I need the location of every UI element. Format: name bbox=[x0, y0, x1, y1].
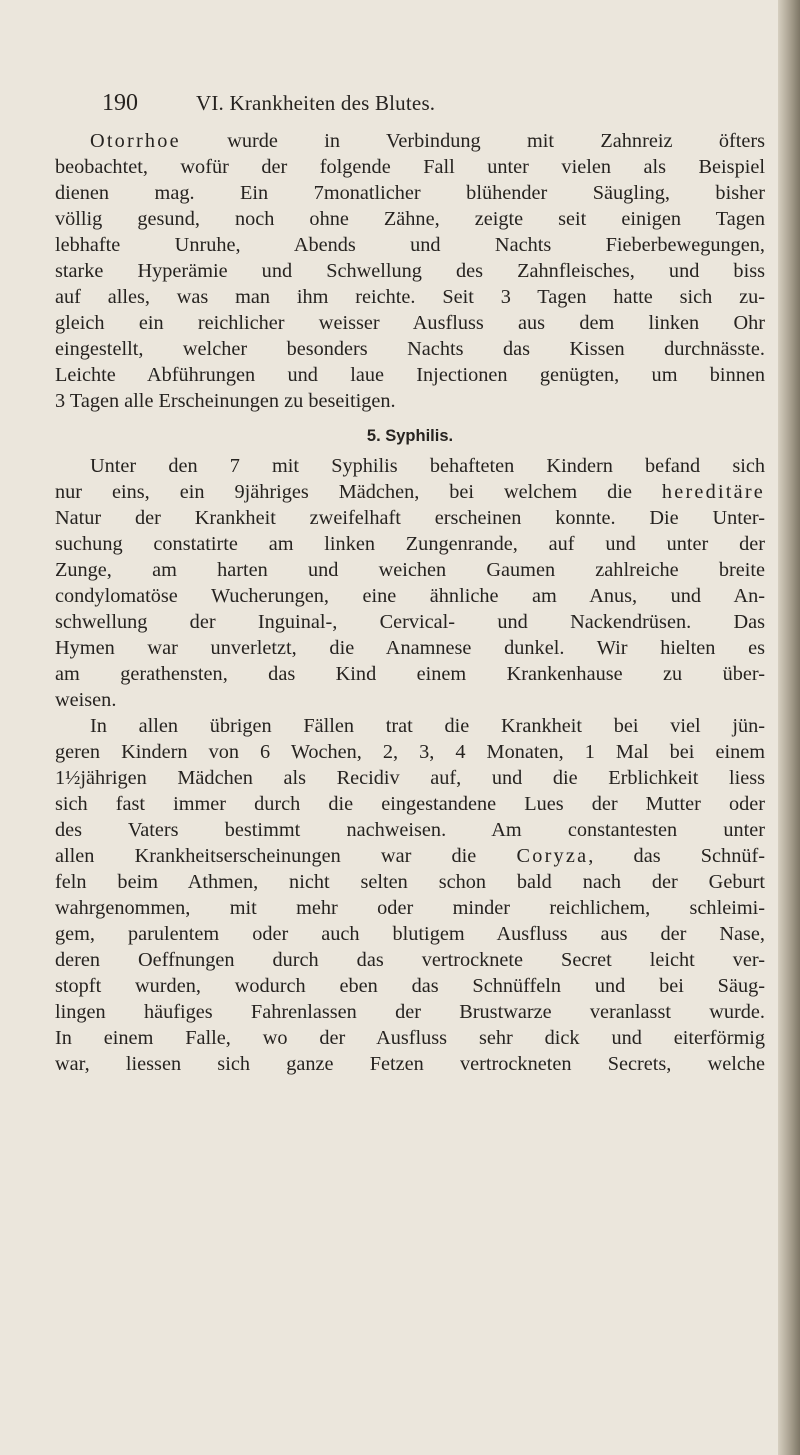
paragraph-1-line: 3 Tagen alle Erscheinungen zu beseitigen. bbox=[55, 390, 396, 412]
paragraph-3-line: allen Krankheitserscheinungen war die Coryza, das Schnüf- bbox=[55, 845, 765, 867]
paragraph-3-line: wahrgenommen, mit mehr oder minder reichlichem, schleimi- bbox=[55, 897, 765, 919]
page-number: 190 bbox=[102, 90, 138, 116]
paragraph-3-line: In einem Falle, wo der Ausfluss sehr dick und eiterförmig bbox=[55, 1027, 765, 1049]
paragraph-3-line: stopft wurden, wodurch eben das Schnüffeln und bei Säug- bbox=[55, 975, 765, 997]
paragraph-3-line: deren Oeffnungen durch das vertrocknete Secret leicht ver- bbox=[55, 949, 765, 971]
paragraph-3-line: feln beim Athmen, nicht selten schon bald nach der Geburt bbox=[55, 871, 765, 893]
paragraph-3-line: sich fast immer durch die eingestandene Lues der Mutter oder bbox=[55, 793, 765, 815]
paragraph-2-line: schwellung der Inguinal-, Cervical- und Nackendrüsen. Das bbox=[55, 611, 765, 633]
paragraph-2-line: nur eins, ein 9jähriges Mädchen, bei welchem die hereditäre bbox=[55, 481, 765, 503]
paragraph-1-line: Otorrhoe wurde in Verbindung mit Zahnreiz öfters bbox=[90, 130, 765, 152]
paragraph-1-line: gleich ein reichlicher weisser Ausfluss aus dem linken Ohr bbox=[55, 312, 765, 334]
paragraph-3-line: gem, parulentem oder auch blutigem Ausfluss aus der Nase, bbox=[55, 923, 765, 945]
emphasized-term: Coryza bbox=[516, 845, 589, 867]
emphasized-term: hereditäre bbox=[661, 481, 765, 503]
paragraph-1-line: beobachtet, wofür der folgende Fall unter vielen als Beispiel bbox=[55, 156, 765, 178]
paragraph-2-line: condylomatöse Wucherungen, eine ähnliche am Anus, und An- bbox=[55, 585, 765, 607]
paragraph-2-line: weisen. bbox=[55, 689, 117, 711]
paragraph-1-line: auf alles, was man ihm reichte. Seit 3 Tagen hatte sich zu- bbox=[55, 286, 765, 308]
paragraph-3-line: 1½jährigen Mädchen als Recidiv auf, und die Erblichkeit liess bbox=[55, 767, 765, 789]
paragraph-2-line: Zunge, am harten und weichen Gaumen zahlreiche breite bbox=[55, 559, 765, 581]
paragraph-1-line: völlig gesund, noch ohne Zähne, zeigte seit einigen Tagen bbox=[55, 208, 765, 230]
paragraph-2-line: Hymen war unverletzt, die Anamnese dunkel. Wir hielten es bbox=[55, 637, 765, 659]
paragraph-1-line: Leichte Abführungen und laue Injectionen genügten, um binnen bbox=[55, 364, 765, 386]
paragraph-2-line: Natur der Krankheit zweifelhaft erscheinen konnte. Die Unter- bbox=[55, 507, 765, 529]
paragraph-2-line: Unter den 7 mit Syphilis behafteten Kindern befand sich bbox=[90, 455, 765, 477]
paragraph-2-line: am gerathensten, das Kind einem Krankenhause zu über- bbox=[55, 663, 765, 685]
paragraph-1-line: starke Hyperämie und Schwellung des Zahnfleisches, und biss bbox=[55, 260, 765, 282]
emphasized-term: Otorrhoe bbox=[90, 130, 181, 152]
page-header bbox=[102, 88, 722, 118]
paragraph-3-line: des Vaters bestimmt nachweisen. Am constantesten unter bbox=[55, 819, 765, 841]
paragraph-1-line: dienen mag. Ein 7monatlicher blühender Säugling, bisher bbox=[55, 182, 765, 204]
paragraph-3-line: In allen übrigen Fällen trat die Krankheit bei viel jün- bbox=[90, 715, 765, 737]
running-title: VI. Krankheiten des Blutes. bbox=[196, 91, 436, 115]
body-text bbox=[55, 128, 765, 1077]
section-heading: 5. Syphilis. bbox=[366, 427, 454, 445]
paragraph-3-line: geren Kindern von 6 Wochen, 2, 3, 4 Monaten, 1 Mal bei einem bbox=[55, 741, 765, 763]
paragraph-1-line: lebhafte Unruhe, Abends und Nachts Fieberbewegungen, bbox=[55, 234, 765, 256]
paragraph-2-line: suchung constatirte am linken Zungenrande, auf und unter der bbox=[55, 533, 765, 555]
paragraph-3-line: lingen häufiges Fahrenlassen der Brustwarze veranlasst wurde. bbox=[55, 1001, 765, 1023]
page-edge-shadow bbox=[778, 0, 800, 1455]
paragraph-1-line: eingestellt, welcher besonders Nachts das Kissen durchnässte. bbox=[55, 338, 765, 360]
paragraph-3-line: war, liessen sich ganze Fetzen vertrockneten Secrets, welche bbox=[55, 1053, 765, 1075]
